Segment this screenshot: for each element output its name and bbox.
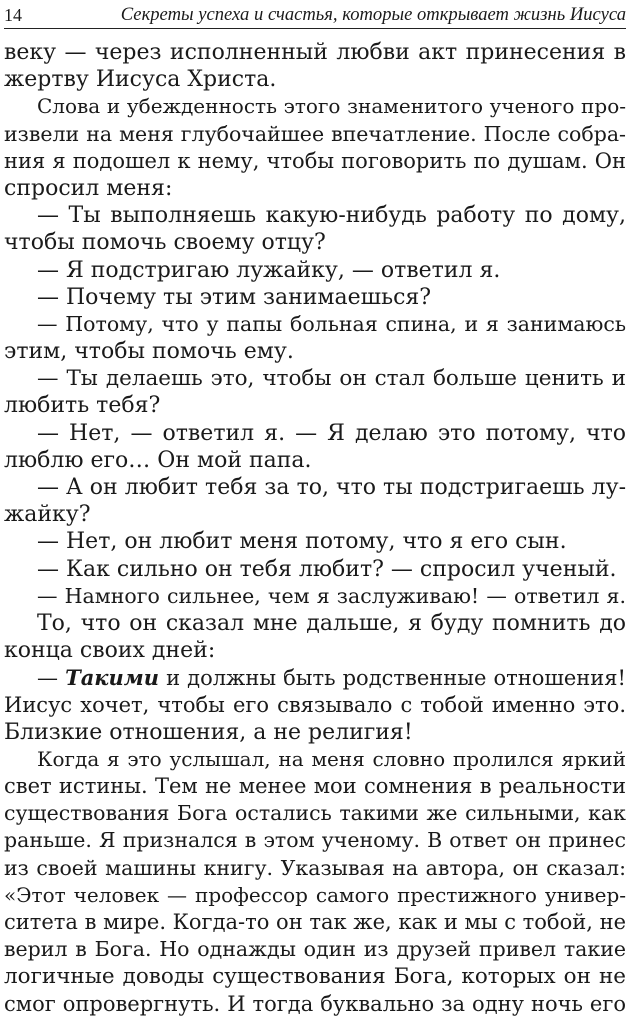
text-line: Близкие отношения, а не религия! (4, 719, 413, 745)
text-line: «Этот человек — профессор самого престижного универ- (4, 882, 626, 907)
text-line: То, что он сказал мне дальше, я буду помнить до (37, 610, 626, 636)
text-line: Слова и убежденность этого знаменитого ученого про- (37, 94, 626, 119)
page-header (4, 3, 626, 27)
text-segment: и должны быть родственные отношения! (159, 666, 626, 691)
page-number: 14 (4, 5, 22, 25)
text-line: — Потому, что у папы больная спина, и я занимаюсь (37, 311, 626, 336)
text-line: ситета в мире. Когда-то он так же, как и мы с тобой, не (4, 910, 626, 934)
text-line: люблю его… Он мой папа. (4, 447, 312, 473)
text-line: — Я подстригаю лужайку, — ответил я. (37, 257, 501, 283)
text-line: — Нет, он любит меня потому, что я его сын. (37, 529, 567, 555)
text-line (4, 664, 626, 691)
text-line: — Почему ты этим занимаешься? (37, 284, 432, 310)
text-line: извели на меня глубочайшее впечатление. После собра- (4, 121, 626, 146)
body-text (4, 39, 626, 1018)
text-line: Иисус хочет, чтобы его связывало с тобой именно это. (4, 692, 626, 717)
text-line: веку — через исполненный любви акт принесения в (4, 40, 626, 65)
text-line: раньше. Я признался в этом ученому. В ответ он принес (4, 828, 626, 853)
text-line: свет истины. Тем не менее мои сомнения в реальности (4, 774, 626, 799)
text-line: из своей машины книгу. Указывая на автора, он сказал: (4, 855, 626, 880)
text-line: — Намного сильнее, чем я заслуживаю! — ответил я. (37, 583, 626, 608)
text-line: смог опровергнуть. И тогда буквально за одну ночь его (4, 991, 626, 1016)
text-line: существования Бога остались такими же сильными, как (4, 801, 626, 826)
text-line: — Ты делаешь это, чтобы он стал больше ценить и (37, 366, 626, 392)
text-line: жайку? (4, 502, 91, 528)
text-line: ния я подошел к нему, чтобы поговорить по душам. Он (4, 148, 626, 173)
text-line: жертву Иисуса Христа. (4, 67, 277, 93)
text-line: любить тебя? (4, 393, 161, 419)
text-line: — А он любит тебя за то, что ты подстригаешь лу- (37, 475, 626, 500)
text-line: — Как сильно он тебя любит? — спросил ученый. (37, 556, 617, 582)
text-line: чтобы помочь своему отцу? (4, 230, 326, 256)
text-line: конца своих дней: (4, 638, 216, 664)
text-line: Когда я это услышал, на меня словно пролился яркий (37, 746, 626, 771)
header-rule (4, 28, 626, 29)
running-title: Секреты успеха и счастья, которые открывает жизнь Иисуса (120, 4, 626, 25)
text-line: спросил меня: (4, 175, 173, 201)
text-line: верил в Бога. Но однажды один из друзей привел такие (4, 937, 626, 962)
text-line: — Ты выполняешь какую-нибудь работу по дому, (37, 203, 626, 229)
text-line: — Нет, — ответил я. — Я делаю это потому, что (37, 420, 626, 446)
emphasized-word: Такими (65, 665, 160, 691)
text-line: логичные доводы существования Бога, которых он не (4, 964, 626, 990)
text-segment: — (37, 666, 66, 691)
text-line: этим, чтобы помочь ему. (4, 339, 294, 365)
